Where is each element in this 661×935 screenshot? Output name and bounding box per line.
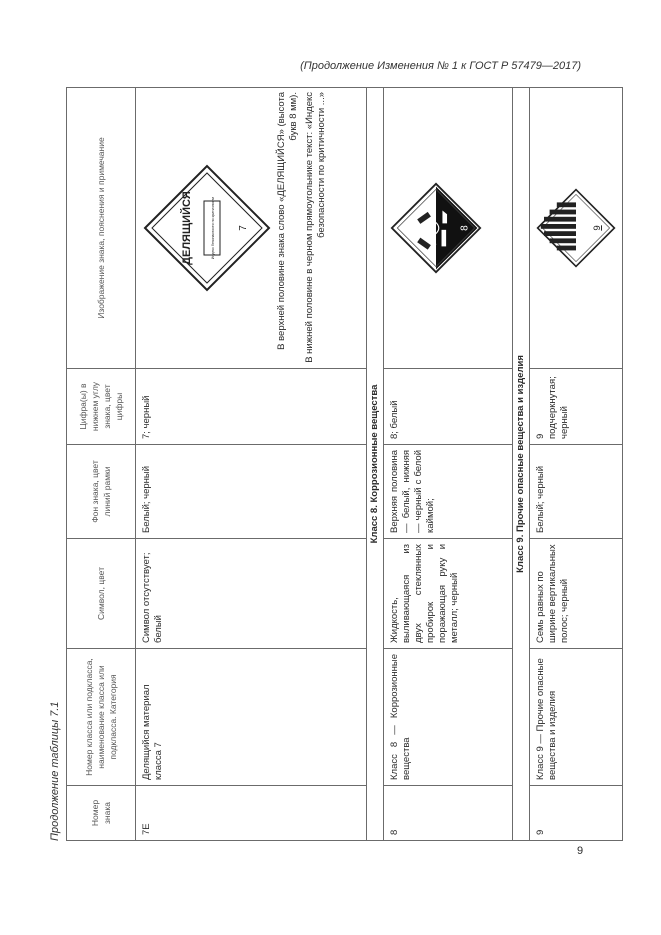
sign-digit: 8 [459,225,471,231]
misc-dangerous-sign-icon [536,188,616,268]
col-header-number: Номер знака [67,786,136,841]
class-9-heading: Класс 9. Прочие опасные вещества и изделия [513,88,530,841]
table-row-8 [384,88,513,841]
cell-image-9 [530,88,623,369]
cell-class: Делящийся материал класса 7 [136,649,367,786]
sign-small-text: Индекс безопасности по критичности [211,196,215,260]
cell-digit: 9 подчеркнутая; черный [530,369,623,445]
rotated-table-area [46,88,603,841]
dangerous-goods-signs-table [66,87,623,841]
cell-number: 7E [136,786,367,841]
cell-image-8 [384,88,513,369]
table-row-7e [136,88,367,841]
fissile-sign-icon [142,163,272,293]
cell-symbol: Символ отсутствует; белый [136,539,367,649]
table-header-row [67,88,136,841]
sign-digit: 7 [238,225,249,231]
col-header-digit: Цифра(ы) в нижнем углу знака, цвет цифры [67,369,136,445]
cell-symbol: Семь равных по ширине вертикальных полос; черный [530,539,623,649]
page-number: 9 [577,845,584,857]
image-note-1: В верхней половине знака слово «ДЕЛЯЩИЙСЯ» (высота букв 8 мм). [276,92,299,350]
cell-number: 8 [384,786,513,841]
cell-digit: 7; черный [136,369,367,445]
col-header-image: Изображение знака, пояснения и примечание [67,88,136,369]
col-header-symbol: Символ, цвет [67,539,136,649]
cell-background: Белый; черный [136,445,367,539]
table-row-9 [530,88,623,841]
cell-background: Белый; черный [530,445,623,539]
cell-class: Класс 9 — Прочие опасные вещества и изделия [530,649,623,786]
class-8-heading: Класс 8. Коррозионные вещества [367,88,384,841]
table-caption: Продолжение таблицы 7.1 [49,701,61,841]
cell-number: 9 [530,786,623,841]
cell-symbol: Жидкость, выливающаяся из двух стеклянных пробирок и поражающая руку и металл; черный [384,539,513,649]
cell-image-7e [136,88,367,369]
col-header-class: Номер класса или подкласса, наименование класса или подкласса. Категория [67,649,136,786]
sign-digit: 9 [592,225,603,231]
image-note-2: В нижней половине в черном прямоугольнике текст: «Индекс безопасности по критичности ...» [304,92,327,363]
document-header: (Продолжение Изменения № 1 к ГОСТ Р 57479—2017) [300,60,581,72]
cell-background: Верхняя половина — белый, нижняя — черный с белой каймой; [384,445,513,539]
class-9-heading-row [513,88,530,841]
col-header-background: Фон знака, цвет линий рамки [67,445,136,539]
sign-word: ДЕЛЯЩИЙСЯ [181,191,193,265]
class-8-heading-row [367,88,384,841]
corrosive-sign-icon [390,182,482,274]
cell-digit: 8; белый [384,369,513,445]
cell-class: Класс 8 — Коррозионные вещества [384,649,513,786]
